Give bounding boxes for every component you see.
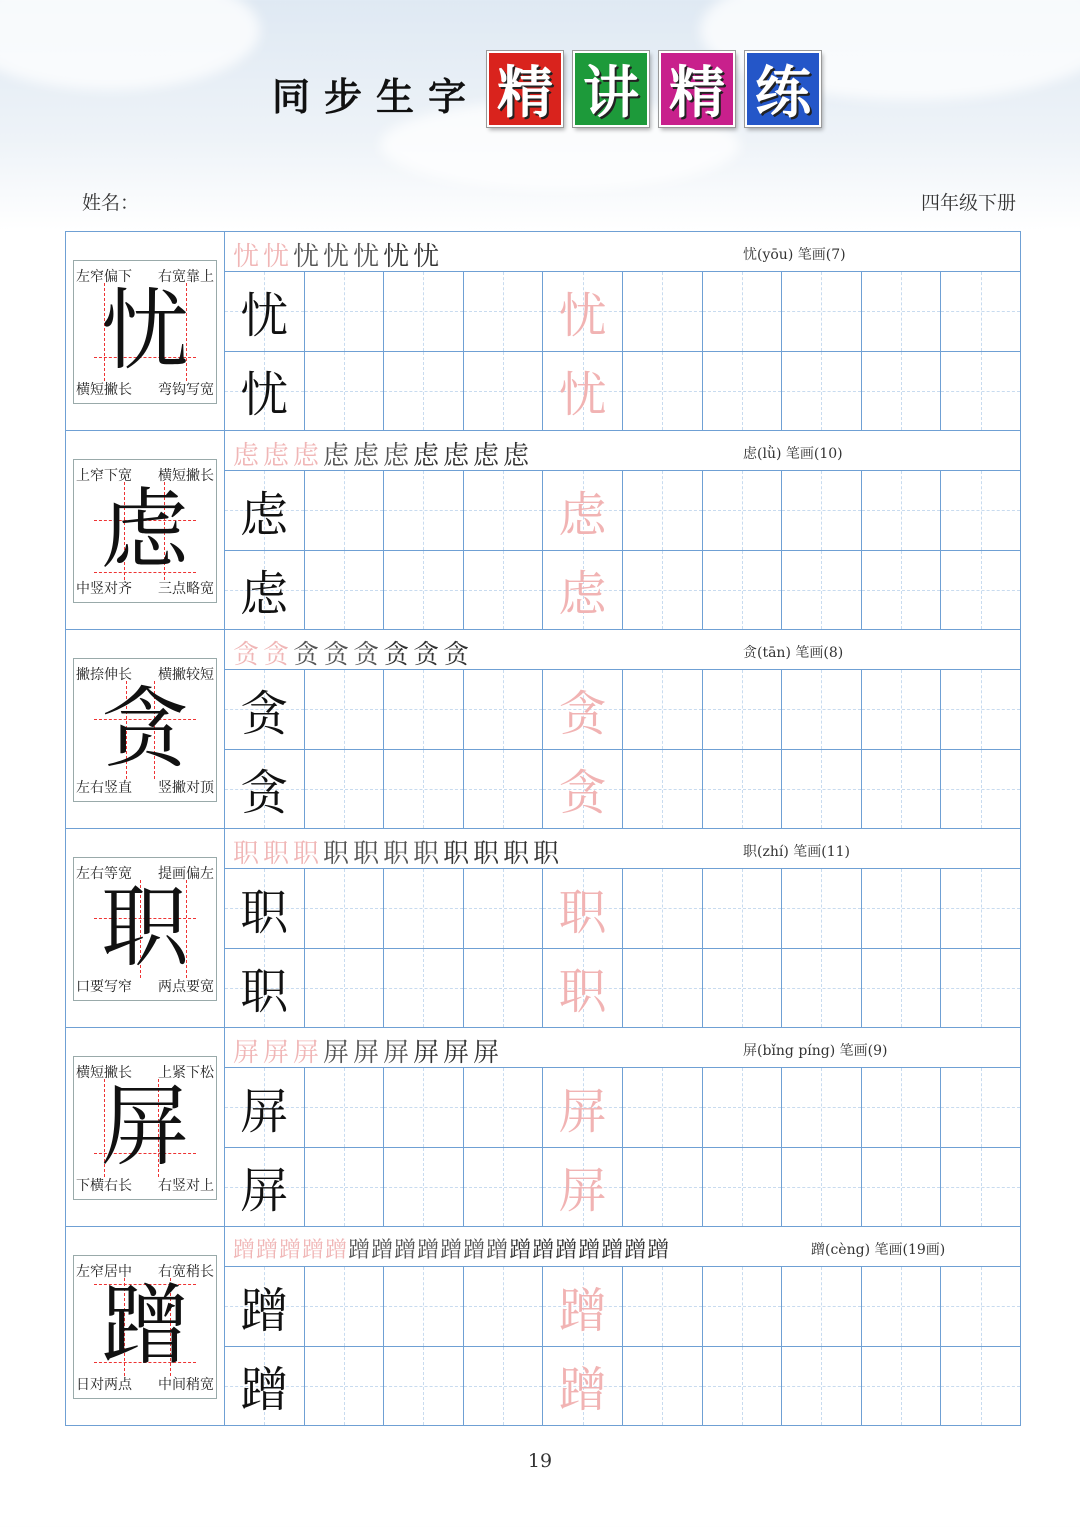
practice-cell[interactable] [862,272,942,351]
practice-cell[interactable] [623,272,703,351]
practice-cell[interactable] [703,670,783,749]
trace-character: 屏 [558,1083,607,1140]
practice-cell[interactable] [225,1267,305,1346]
practice-cell[interactable] [543,272,623,351]
practice-cell[interactable] [862,949,942,1028]
practice-cell[interactable] [623,352,703,431]
practice-cell[interactable] [623,1148,703,1227]
practice-cell[interactable] [862,1148,942,1227]
practice-cell[interactable] [305,949,385,1028]
writing-tip: 左右等宽 [76,866,132,882]
writing-tip: 左右竖直 [76,780,132,796]
model-panel [66,1028,225,1226]
writing-tip: 右宽靠上 [158,269,214,285]
writing-tip: 上窄下宽 [76,468,132,484]
model-panel [66,232,225,430]
character-row [66,630,1020,829]
practice-cell[interactable] [543,1148,623,1227]
model-box [73,260,217,404]
sample-character: 职 [240,884,289,941]
practice-grid-row [225,949,1020,1028]
practice-cell[interactable] [305,1148,385,1227]
writing-tip: 右宽稍长 [158,1264,214,1280]
practice-cell[interactable] [225,272,305,351]
writing-tip: 日对两点 [76,1377,132,1393]
character-info: 蹭(cèng) 笔画(19画) [811,1242,946,1258]
practice-cell[interactable] [464,949,544,1028]
practice-cell[interactable] [384,1148,464,1227]
character-info: 职(zhí) 笔画(11) [743,844,850,860]
writing-tip: 左窄居中 [76,1264,132,1280]
practice-grid-row [225,1068,1020,1148]
model-character: 职 [100,876,189,979]
character-info: 屏(bǐng píng) 笔画(9) [743,1043,888,1059]
character-row [66,1227,1020,1425]
practice-cell[interactable] [782,471,862,550]
practice-cell[interactable] [782,869,862,948]
practice-cell[interactable] [225,1148,305,1227]
practice-cell[interactable] [862,869,942,948]
character-row [66,1028,1020,1227]
practice-cell[interactable] [225,1347,305,1426]
practice-cell[interactable] [384,471,464,550]
sample-character: 屏 [240,1163,289,1220]
practice-cell[interactable] [305,471,385,550]
practice-grid-row [225,1267,1020,1347]
writing-tip: 三点略宽 [158,581,214,597]
practice-grid-row [225,670,1020,750]
sample-character: 蹭 [240,1282,289,1339]
character-info: 忧(yōu) 笔画(7) [743,247,846,263]
practice-cell[interactable] [623,1068,703,1147]
practice-cell[interactable] [305,272,385,351]
title-badge: 讲 [573,51,649,127]
practice-cell[interactable] [941,272,1020,351]
model-character: 忧 [100,279,189,382]
sample-character: 忧 [240,367,289,424]
practice-grid-row [225,869,1020,949]
writing-tip: 左窄偏下 [76,269,132,285]
practice-cell[interactable] [464,1148,544,1227]
writing-tip: 两点要宽 [158,979,214,995]
practice-cell[interactable] [941,949,1020,1028]
practice-cell[interactable] [941,869,1020,948]
practice-cell[interactable] [703,869,783,948]
sample-character: 虑 [240,486,289,543]
practice-cell[interactable] [941,551,1020,630]
page-title: 同步生字 [272,75,481,119]
practice-cell[interactable] [384,1267,464,1346]
practice-cell[interactable] [384,750,464,829]
practice-cell[interactable] [703,1347,783,1426]
writing-tip: 横短撇长 [158,468,214,484]
practice-cell[interactable] [703,551,783,630]
stroke-order: 贪贪贪贪贪贪贪贪 [233,640,474,670]
character-row [66,431,1020,630]
practice-cell[interactable] [782,1347,862,1426]
writing-tip: 中间稍宽 [158,1377,214,1393]
stroke-order-strip [225,431,1020,471]
trace-character: 贪 [558,685,607,742]
practice-cell[interactable] [623,1347,703,1426]
practice-cell[interactable] [703,1267,783,1346]
practice-cell[interactable] [623,869,703,948]
practice-cell[interactable] [464,869,544,948]
practice-cell[interactable] [225,471,305,550]
writing-tip: 横短撇长 [76,1065,132,1081]
practice-cell[interactable] [543,750,623,829]
practice-cell[interactable] [703,1148,783,1227]
practice-cell[interactable] [543,1068,623,1147]
writing-tip: 下横右长 [76,1178,132,1194]
title-badge: 精 [659,51,735,127]
practice-cell[interactable] [464,1267,544,1346]
sample-character: 蹭 [240,1362,289,1419]
model-panel [66,630,225,828]
practice-cell[interactable] [623,949,703,1028]
model-box [73,857,217,1001]
trace-character: 蹭 [558,1362,607,1419]
practice-cell[interactable] [782,551,862,630]
practice-cell[interactable] [703,272,783,351]
practice-cell[interactable] [862,1347,942,1426]
practice-cell[interactable] [862,750,942,829]
stroke-order: 职职职职职职职职职职职 [233,839,564,869]
practice-cell[interactable] [862,471,942,550]
practice-cell[interactable] [941,1148,1020,1227]
practice-cell[interactable] [862,1267,942,1346]
practice-cell[interactable] [305,1347,385,1426]
practice-cell[interactable] [782,750,862,829]
practice-cell[interactable] [464,750,544,829]
sample-character: 忧 [240,287,289,344]
practice-cell[interactable] [782,272,862,351]
practice-cell[interactable] [305,869,385,948]
stroke-order: 蹭蹭蹭蹭蹭蹭蹭蹭蹭蹭蹭蹭蹭蹭蹭蹭蹭蹭蹭 [233,1238,671,1263]
practice-cell[interactable] [384,1347,464,1426]
model-panel [66,431,225,629]
practice-cell[interactable] [384,551,464,630]
practice-grid-row [225,471,1020,551]
practice-cell[interactable] [782,670,862,749]
writing-tip: 上紧下松 [158,1065,214,1081]
practice-cell[interactable] [464,670,544,749]
stroke-order-strip [225,1028,1020,1068]
practice-cell[interactable] [225,1068,305,1147]
practice-cell[interactable] [225,869,305,948]
practice-cell[interactable] [623,551,703,630]
trace-character: 忧 [558,367,607,424]
writing-tip: 横短撇长 [76,382,132,398]
trace-character: 屏 [558,1163,607,1220]
writing-tip: 弯钩写宽 [158,382,214,398]
practice-cell[interactable] [703,949,783,1028]
model-box [73,1056,217,1200]
practice-cell[interactable] [464,551,544,630]
practice-cell[interactable] [623,670,703,749]
practice-cell[interactable] [305,750,385,829]
practice-sheet [65,231,1021,1426]
model-box [73,1255,217,1399]
practice-cell[interactable] [543,1347,623,1426]
practice-cell[interactable] [305,551,385,630]
practice-cell[interactable] [225,551,305,630]
practice-cell[interactable] [543,869,623,948]
trace-character: 贪 [558,765,607,822]
practice-cell[interactable] [623,471,703,550]
practice-cell[interactable] [782,352,862,431]
practice-cell[interactable] [543,949,623,1028]
practice-cell[interactable] [305,1267,385,1346]
practice-grid-row [225,551,1020,630]
trace-character: 职 [558,884,607,941]
title-badges [487,51,821,127]
practice-cell[interactable] [305,352,385,431]
practice-cell[interactable] [782,949,862,1028]
practice-grid-row [225,750,1020,829]
practice-cell[interactable] [862,352,942,431]
name-label: 姓名： [82,192,140,214]
trace-character: 虑 [558,486,607,543]
practice-grid-row [225,1148,1020,1227]
practice-cell[interactable] [941,670,1020,749]
practice-cell[interactable] [941,1347,1020,1426]
practice-cell[interactable] [464,1347,544,1426]
stroke-order-strip [225,1227,1020,1267]
practice-cell[interactable] [464,352,544,431]
practice-cell[interactable] [225,949,305,1028]
practice-cell[interactable] [941,352,1020,431]
practice-cell[interactable] [703,471,783,550]
sample-character: 贪 [240,685,289,742]
sample-character: 职 [240,964,289,1021]
model-box [73,459,217,603]
practice-cell[interactable] [623,1267,703,1346]
practice-cell[interactable] [464,471,544,550]
practice-cell[interactable] [941,1068,1020,1147]
model-character: 蹭 [100,1274,189,1377]
practice-cell[interactable] [225,670,305,749]
practice-cell[interactable] [305,1068,385,1147]
character-row [66,232,1020,431]
practice-cell[interactable] [941,471,1020,550]
title-badge: 练 [745,51,821,127]
model-panel [66,829,225,1027]
practice-cell[interactable] [225,750,305,829]
writing-tip: 竖撇对顶 [158,780,214,796]
practice-cell[interactable] [384,1068,464,1147]
grade-label: 四年级下册 [920,192,1016,214]
practice-cell[interactable] [941,1267,1020,1346]
character-info: 贪(tān) 笔画(8) [743,645,844,661]
stroke-order: 屏屏屏屏屏屏屏屏屏 [233,1038,504,1068]
model-box [73,658,217,802]
practice-cell[interactable] [782,1068,862,1147]
writing-tip: 中竖对齐 [76,581,132,597]
page-number: 19 [527,1450,553,1472]
practice-grid-row [225,352,1020,431]
practice-cell[interactable] [543,352,623,431]
practice-cell[interactable] [543,670,623,749]
title-badge: 精 [487,51,563,127]
practice-cell[interactable] [384,352,464,431]
practice-cell[interactable] [464,272,544,351]
practice-cell[interactable] [782,1267,862,1346]
writing-tip: 提画偏左 [158,866,214,882]
practice-cell[interactable] [862,551,942,630]
practice-grid-row [225,272,1020,352]
practice-cell[interactable] [862,1068,942,1147]
sample-character: 屏 [240,1083,289,1140]
writing-tip: 右竖对上 [158,1178,214,1194]
practice-cell[interactable] [543,1267,623,1346]
practice-cell[interactable] [384,670,464,749]
stroke-order: 虑虑虑虑虑虑虑虑虑虑 [233,441,534,471]
character-row [66,829,1020,1028]
practice-cell[interactable] [782,1148,862,1227]
trace-character: 职 [558,964,607,1021]
practice-cell[interactable] [623,750,703,829]
practice-cell[interactable] [543,471,623,550]
model-character: 虑 [100,478,189,581]
practice-cell[interactable] [543,551,623,630]
trace-character: 虑 [558,566,607,623]
writing-tip: 口要写窄 [76,979,132,995]
practice-cell[interactable] [384,869,464,948]
practice-cell[interactable] [703,352,783,431]
practice-cell[interactable] [464,1068,544,1147]
model-character: 贪 [100,677,189,780]
cloud-decoration [0,0,260,90]
practice-cell[interactable] [703,750,783,829]
sample-character: 贪 [240,765,289,822]
writing-tip: 横撇较短 [158,667,214,683]
trace-character: 忧 [558,287,607,344]
practice-cell[interactable] [305,670,385,749]
character-info: 虑(lǜ) 笔画(10) [743,446,843,462]
practice-grid-row [225,1347,1020,1426]
stroke-order-strip [225,232,1020,272]
stroke-order-strip [225,630,1020,670]
trace-character: 蹭 [558,1282,607,1339]
practice-cell[interactable] [941,750,1020,829]
stroke-order: 忧忧忧忧忧忧忧 [233,242,444,272]
practice-cell[interactable] [384,272,464,351]
practice-cell[interactable] [384,949,464,1028]
practice-cell[interactable] [862,670,942,749]
writing-tip: 撇捺伸长 [76,667,132,683]
practice-cell[interactable] [225,352,305,431]
sample-character: 虑 [240,566,289,623]
stroke-order-strip [225,829,1020,869]
model-panel [66,1227,225,1425]
model-character: 屏 [100,1075,189,1178]
practice-cell[interactable] [703,1068,783,1147]
